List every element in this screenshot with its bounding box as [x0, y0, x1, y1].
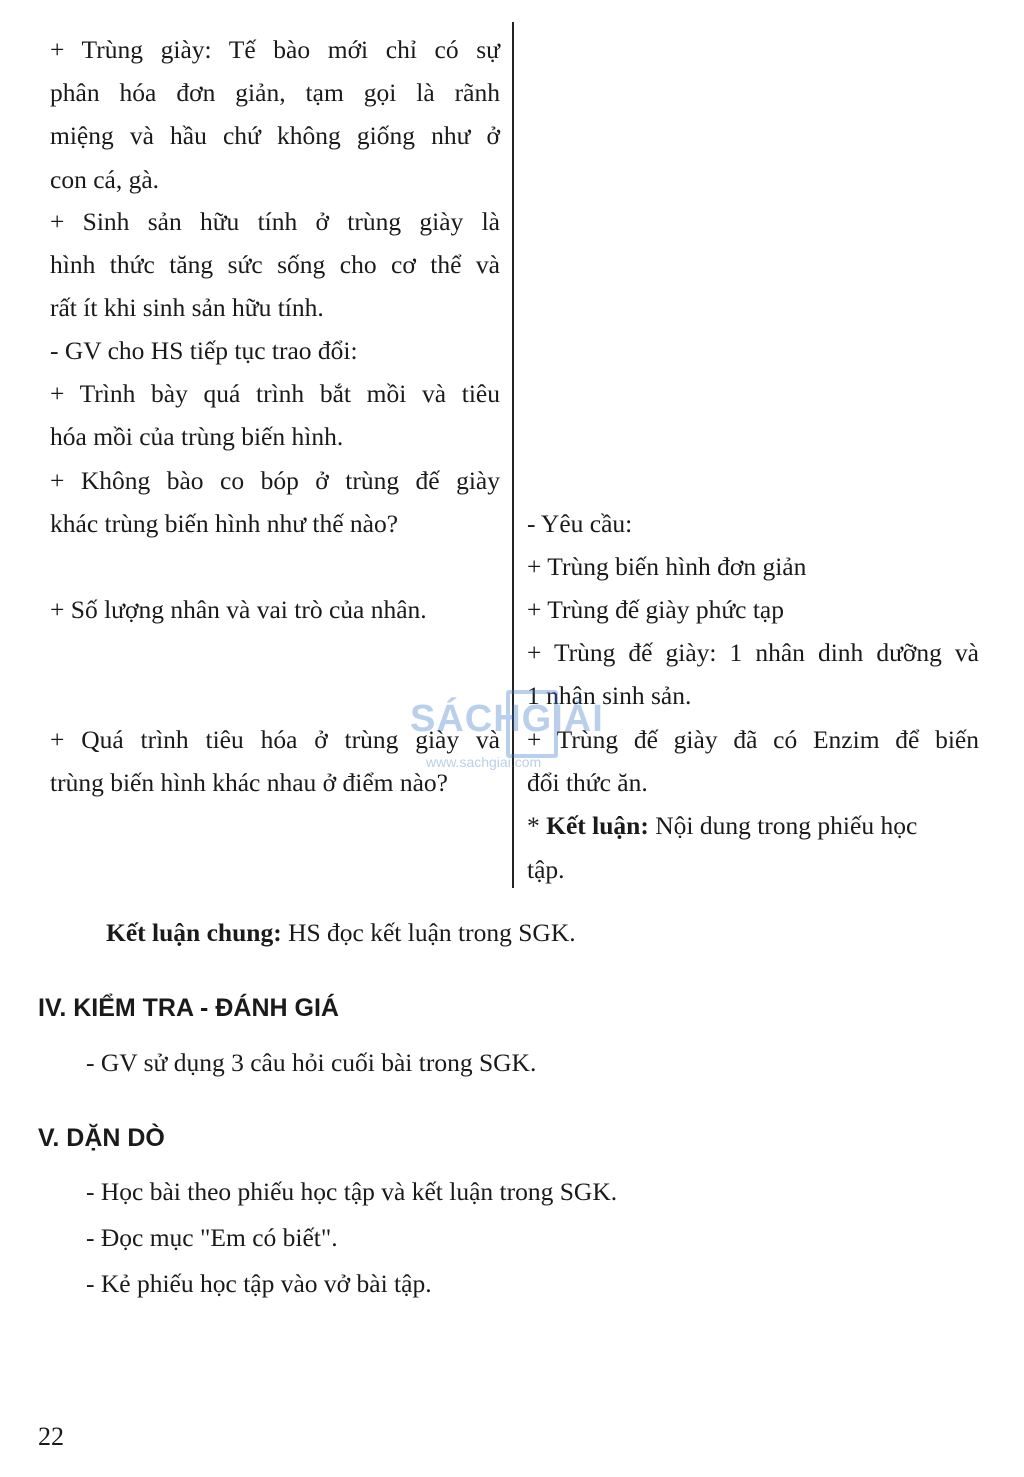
right-line: + Trùng đế giày: 1 nhân dinh dưỡng và	[527, 638, 979, 667]
homework-item: - Đọc mục "Em có biết".	[86, 1223, 338, 1252]
general-conclusion-text: HS đọc kết luận trong SGK.	[281, 918, 576, 947]
section-heading-evaluation: IV. KIỂM TRA - ĐÁNH GIÁ	[38, 994, 339, 1022]
page-number: 22	[38, 1422, 64, 1451]
left-line: + Không bào co bóp ở trùng đế giày	[50, 466, 500, 495]
left-line: + Quá trình tiêu hóa ở trùng giày và	[50, 725, 500, 754]
left-line: khác trùng biến hình như thế nào?	[50, 509, 399, 538]
conclusion-label: Kết luận:	[546, 811, 649, 840]
left-line: hóa mồi của trùng biến hình.	[50, 422, 344, 451]
left-line: phân hóa đơn giản, tạm gọi là rãnh	[50, 78, 500, 107]
homework-item: - Học bài theo phiếu học tập và kết luận trong SGK.	[86, 1177, 618, 1206]
right-line: + Trùng biến hình đơn giản	[527, 552, 807, 581]
section-heading-homework: V. DẶN DÒ	[38, 1124, 165, 1152]
evaluation-item: - GV sử dụng 3 câu hỏi cuối bài trong SGK.	[86, 1048, 537, 1077]
left-line: + Trùng giày: Tế bào mới chỉ có sự	[50, 35, 500, 64]
left-line: + Trình bày quá trình bắt mồi và tiêu	[50, 379, 500, 408]
left-line: - GV cho HS tiếp tục trao đổi:	[50, 336, 358, 365]
right-line: 1 nhân sinh sản.	[527, 681, 692, 710]
watermark-logo	[410, 690, 630, 780]
general-conclusion-label: Kết luận chung:	[106, 918, 282, 947]
left-line: hình thức tăng sức sống cho cơ thể và	[50, 250, 500, 279]
left-line: rất ít khi sinh sản hữu tính.	[50, 293, 324, 322]
conclusion-prefix: *	[527, 811, 547, 840]
right-line: - Yêu cầu:	[527, 509, 633, 538]
watermark-url: www.sachgiai.com	[426, 754, 542, 770]
left-line: + Sinh sản hữu tính ở trùng giày là	[50, 207, 500, 236]
conclusion-line	[527, 811, 979, 841]
watermark-brand: SÁCHGIẢI	[410, 698, 604, 740]
conclusion-text: Nội dung trong phiếu học	[648, 811, 918, 840]
general-conclusion	[106, 918, 576, 948]
conclusion-line-2: tập.	[527, 855, 565, 884]
right-line: đổi thức ăn.	[527, 768, 648, 797]
left-line: con cá, gà.	[50, 165, 160, 194]
left-line: + Số lượng nhân và vai trò của nhân.	[50, 595, 427, 624]
left-line: trùng biến hình khác nhau ở điểm nào?	[50, 768, 449, 797]
right-line: + Trùng đế giày phức tạp	[527, 595, 784, 624]
right-line: + Trùng đế giày đã có Enzim để biến	[527, 725, 979, 754]
homework-item: - Kẻ phiếu học tập vào vở bài tập.	[86, 1269, 432, 1298]
left-line: miệng và hầu chứ không giống như ở	[50, 121, 500, 150]
